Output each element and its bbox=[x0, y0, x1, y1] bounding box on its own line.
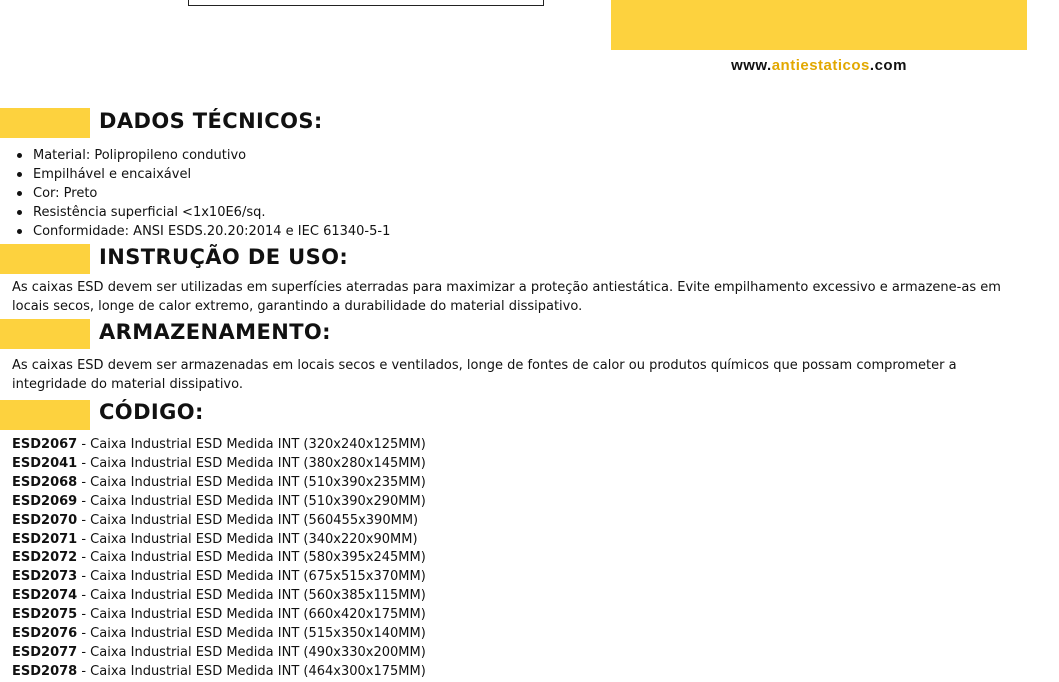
list-item: Material: Polipropileno condutivo bbox=[14, 146, 390, 165]
list-item: Empilhável e encaixável bbox=[14, 165, 390, 184]
code-row bbox=[12, 644, 426, 663]
section-title-codes: CÓDIGO: bbox=[99, 400, 204, 424]
code-id: ESD2068 bbox=[12, 474, 78, 490]
code-id: ESD2077 bbox=[12, 644, 78, 660]
list-item: Conformidade: ANSI ESDS.20.20:2014 e IEC 61340-5-1 bbox=[14, 222, 390, 241]
section-title-usage: INSTRUÇÃO DE USO: bbox=[99, 245, 349, 269]
section-marker-usage bbox=[0, 244, 90, 274]
list-item: Cor: Preto bbox=[14, 184, 390, 203]
code-id: ESD2071 bbox=[12, 531, 78, 547]
code-id: ESD2067 bbox=[12, 437, 78, 452]
code-description: - Caixa Industrial ESD Medida INT (560x385x115MM) bbox=[77, 588, 426, 604]
code-row bbox=[12, 512, 426, 531]
code-row bbox=[12, 493, 426, 512]
code-id: ESD2041 bbox=[12, 455, 78, 471]
list-item: Resistência superficial <1x10E6/sq. bbox=[14, 203, 390, 222]
section-title-storage: ARMAZENAMENTO: bbox=[99, 320, 331, 344]
code-row bbox=[12, 436, 426, 455]
code-row bbox=[12, 455, 426, 474]
code-description: - Caixa Industrial ESD Medida INT (560455x390MM) bbox=[77, 512, 419, 528]
storage-text: As caixas ESD devem ser armazenadas em locais secos e ventilados, longe de fontes de calor ou produtos químicos que possam comprometer a integridade do material dissipativo. bbox=[12, 358, 957, 392]
code-description: - Caixa Industrial ESD Medida INT (490x330x200MM) bbox=[77, 644, 426, 660]
usage-text: As caixas ESD devem ser utilizadas em superfícies aterradas para maximizar a proteção antiestática. Evite empilhamento excessivo e armazene-as em locais secos, longe de calor extremo, garantindo a durabilidade do material dissipativo. bbox=[12, 280, 1001, 314]
code-id: ESD2078 bbox=[12, 663, 78, 679]
code-id: ESD2070 bbox=[12, 512, 78, 528]
code-description: - Caixa Industrial ESD Medida INT (580x395x245MM) bbox=[77, 550, 426, 566]
code-description: - Caixa Industrial ESD Medida INT (464x300x175MM) bbox=[77, 663, 426, 679]
website-link[interactable] bbox=[611, 57, 1027, 74]
code-id: ESD2075 bbox=[12, 607, 78, 623]
code-description: - Caixa Industrial ESD Medida INT (320x240x125MM) bbox=[77, 437, 426, 452]
code-description: - Caixa Industrial ESD Medida INT (510x390x235MM) bbox=[77, 474, 426, 490]
website-prefix: www. bbox=[731, 57, 772, 74]
section-title-technical: DADOS TÉCNICOS: bbox=[99, 109, 323, 133]
section-marker-technical bbox=[0, 108, 90, 138]
technical-list bbox=[14, 146, 390, 241]
code-description: - Caixa Industrial ESD Medida INT (340x220x90MM) bbox=[77, 531, 418, 547]
product-image-frame bbox=[188, 0, 544, 6]
code-id: ESD2072 bbox=[12, 550, 78, 566]
code-row bbox=[12, 587, 426, 606]
code-row bbox=[12, 663, 426, 682]
code-id: ESD2074 bbox=[12, 588, 78, 604]
website-suffix: .com bbox=[869, 57, 907, 74]
code-description: - Caixa Industrial ESD Medida INT (380x280x145MM) bbox=[77, 455, 426, 471]
code-row bbox=[12, 625, 426, 644]
code-id: ESD2076 bbox=[12, 626, 78, 642]
code-description: - Caixa Industrial ESD Medida INT (675x515x370MM) bbox=[77, 569, 426, 585]
header-banner bbox=[611, 0, 1027, 50]
section-marker-storage bbox=[0, 319, 90, 349]
code-id: ESD2069 bbox=[12, 493, 78, 509]
code-row bbox=[12, 474, 426, 493]
code-list bbox=[12, 436, 426, 682]
code-id: ESD2073 bbox=[12, 569, 78, 585]
code-row bbox=[12, 549, 426, 568]
section-marker-codes bbox=[0, 400, 90, 430]
code-row bbox=[12, 531, 426, 550]
code-description: - Caixa Industrial ESD Medida INT (515x350x140MM) bbox=[77, 626, 426, 642]
website-accent: antiestaticos bbox=[771, 57, 870, 74]
code-description: - Caixa Industrial ESD Medida INT (510x390x290MM) bbox=[77, 493, 426, 509]
code-row bbox=[12, 568, 426, 587]
code-description: - Caixa Industrial ESD Medida INT (660x420x175MM) bbox=[77, 607, 426, 623]
code-row bbox=[12, 606, 426, 625]
